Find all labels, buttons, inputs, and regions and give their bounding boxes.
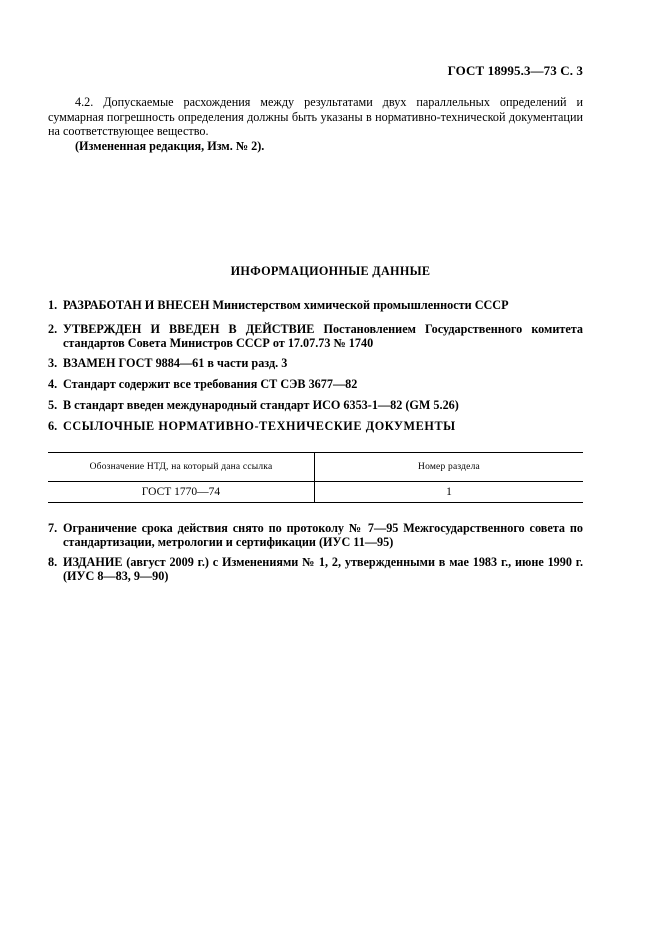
info-item-text: Стандарт содержит все требования СТ СЭВ 3677—82 [63,377,358,391]
info-item-8 [48,555,583,583]
info-item-text: УТВЕРЖДЕН И ВВЕДЕН В ДЕЙСТВИЕ Постановлением Государственного комитета стандартов Совета Министров СССР от 17.07.73 № 1740 [63,322,583,350]
info-item-2 [48,322,583,350]
info-heading: ИНФОРМАЦИОННЫЕ ДАННЫЕ [230,264,431,278]
table-cell-section: 1 [315,482,584,503]
info-item-text: ВЗАМЕН ГОСТ 9884—61 в части разд. 3 [63,356,288,370]
info-item-text: В стандарт введен международный стандарт ИСО 6353-1—82 (GM 5.26) [63,398,459,412]
table-row [48,482,583,503]
section-4-2-text: 4.2. Допускаемые расхождения между результатами двух параллельных определений и суммарная погрешность определения должны быть указаны в нормативно-технической документации на соответствующее вещество. [48,95,583,138]
table-header-section: Номер раздела [315,453,584,482]
table-header-ntd: Обозначение НТД, на который дана ссылка [48,453,315,482]
info-item-text: Ограничение срока действия снято по протоколу № 7—95 Межгосударственного совета по стандартизации, метрологии и сертификации (ИУС 11—95) [63,521,583,549]
info-item-number: 1. [48,298,58,312]
info-item-number: 4. [48,377,58,391]
info-item-6 [48,419,583,433]
info-item-text: РАЗРАБОТАН И ВНЕСЕН Министерством химической промышленности СССР [63,298,509,312]
info-item-number: 7. [48,521,58,535]
info-item-7 [48,521,583,549]
edition-note: (Измененная редакция, Изм. № 2). [75,138,265,153]
table-header-row [48,453,583,482]
info-item-number: 2. [48,322,58,336]
info-item-number: 3. [48,356,58,370]
page-header: ГОСТ 18995.3—73 С. 3 [447,63,583,78]
reference-table [48,452,583,503]
section-4-2 [48,95,583,153]
info-item-5 [48,398,583,412]
info-item-text: ИЗДАНИЕ (август 2009 г.) с Изменениями № 1, 2, утвержденными в мае 1983 г., июне 1990 г. (ИУС 8—83, 9—90) [63,555,583,583]
info-item-1 [48,298,583,312]
info-item-number: 5. [48,398,58,412]
info-item-number: 6. [48,419,58,433]
info-item-text: ССЫЛОЧНЫЕ НОРМАТИВНО-ТЕХНИЧЕСКИЕ ДОКУМЕНТЫ [63,419,456,433]
table-cell-ntd: ГОСТ 1770—74 [48,482,315,503]
info-item-4 [48,377,583,391]
info-item-3 [48,356,583,370]
info-item-number: 8. [48,555,58,569]
